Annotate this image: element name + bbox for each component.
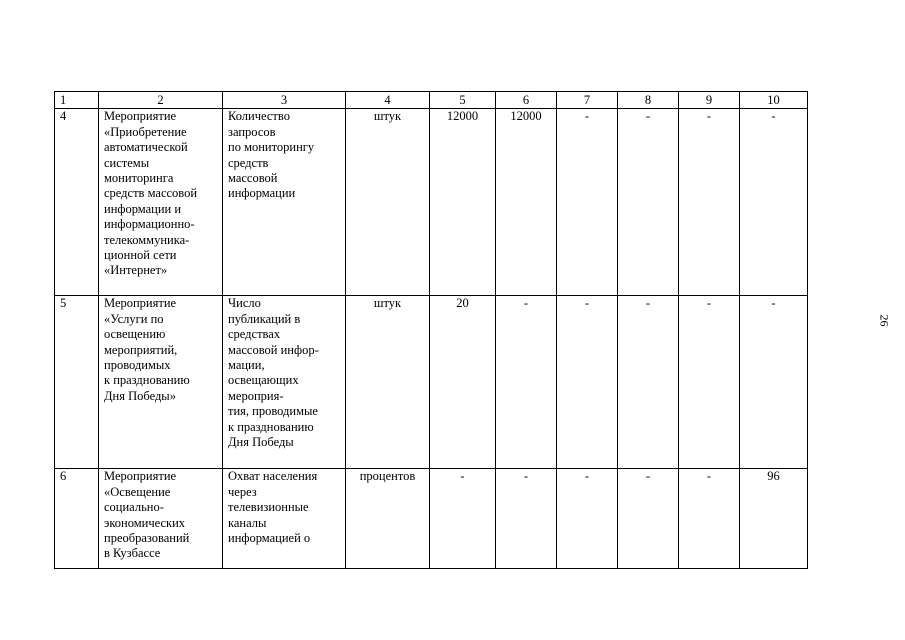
indicator-name-text: Число публикаций в средствах массовой инфор- мации, освещающих мероприя- тия, проводимые к празднованию Дня Победы xyxy=(228,296,319,450)
value-cell-7: - xyxy=(557,469,618,569)
value-cell-5: 20 xyxy=(430,296,496,469)
header-cell-9: 9 xyxy=(679,92,740,109)
header-cell-2: 2 xyxy=(99,92,223,109)
unit-cell: штук xyxy=(346,296,430,469)
indicator-name-text: Охват населения через телевизионные каналы информацией о xyxy=(228,469,318,546)
value-cell-10: 96 xyxy=(740,469,808,569)
event-name-cell xyxy=(99,109,223,296)
table-row xyxy=(55,109,808,296)
value-cell-8: - xyxy=(618,296,679,469)
unit-cell: процентов xyxy=(346,469,430,569)
event-name-cell xyxy=(99,469,223,569)
value-cell-5: 12000 xyxy=(430,109,496,296)
value-cell-7: - xyxy=(557,296,618,469)
indicator-name-cell xyxy=(223,296,346,469)
header-cell-7: 7 xyxy=(557,92,618,109)
unit-cell: штук xyxy=(346,109,430,296)
header-cell-4: 4 xyxy=(346,92,430,109)
header-cell-6: 6 xyxy=(496,92,557,109)
value-cell-5: - xyxy=(430,469,496,569)
header-cell-5: 5 xyxy=(430,92,496,109)
header-cell-10: 10 xyxy=(740,92,808,109)
header-cell-1: 1 xyxy=(55,92,99,109)
value-cell-6: 12000 xyxy=(496,109,557,296)
value-cell-8: - xyxy=(618,469,679,569)
table-header-row xyxy=(55,92,808,109)
value-cell-8: - xyxy=(618,109,679,296)
value-cell-10: - xyxy=(740,296,808,469)
value-cell-9: - xyxy=(679,296,740,469)
indicator-name-text: Количество запросов по мониторингу средств массовой информации xyxy=(228,109,315,201)
value-cell-7: - xyxy=(557,109,618,296)
value-cell-10: - xyxy=(740,109,808,296)
page-number: 26 xyxy=(877,314,892,327)
row-number-cell: 4 xyxy=(55,109,99,296)
event-name-text: Мероприятие «Услуги по освещению мероприятий, проводимых к празднованию Дня Победы» xyxy=(104,296,190,403)
table-row xyxy=(55,296,808,469)
row-number-cell: 6 xyxy=(55,469,99,569)
event-name-text: Мероприятие «Приобретение автоматической системы мониторинга средств массовой информации и информационно- телекоммуника- ционной сети «Интернет» xyxy=(104,109,198,278)
indicator-name-cell xyxy=(223,109,346,296)
indicators-table xyxy=(54,91,808,569)
event-name-cell xyxy=(99,296,223,469)
value-cell-9: - xyxy=(679,109,740,296)
header-cell-8: 8 xyxy=(618,92,679,109)
row-number-cell: 5 xyxy=(55,296,99,469)
indicator-name-cell xyxy=(223,469,346,569)
event-name-text: Мероприятие «Освещение социально- экономических преобразований в Кузбассе xyxy=(104,469,190,561)
value-cell-6: - xyxy=(496,469,557,569)
header-cell-3: 3 xyxy=(223,92,346,109)
table-row xyxy=(55,469,808,569)
value-cell-9: - xyxy=(679,469,740,569)
value-cell-6: - xyxy=(496,296,557,469)
